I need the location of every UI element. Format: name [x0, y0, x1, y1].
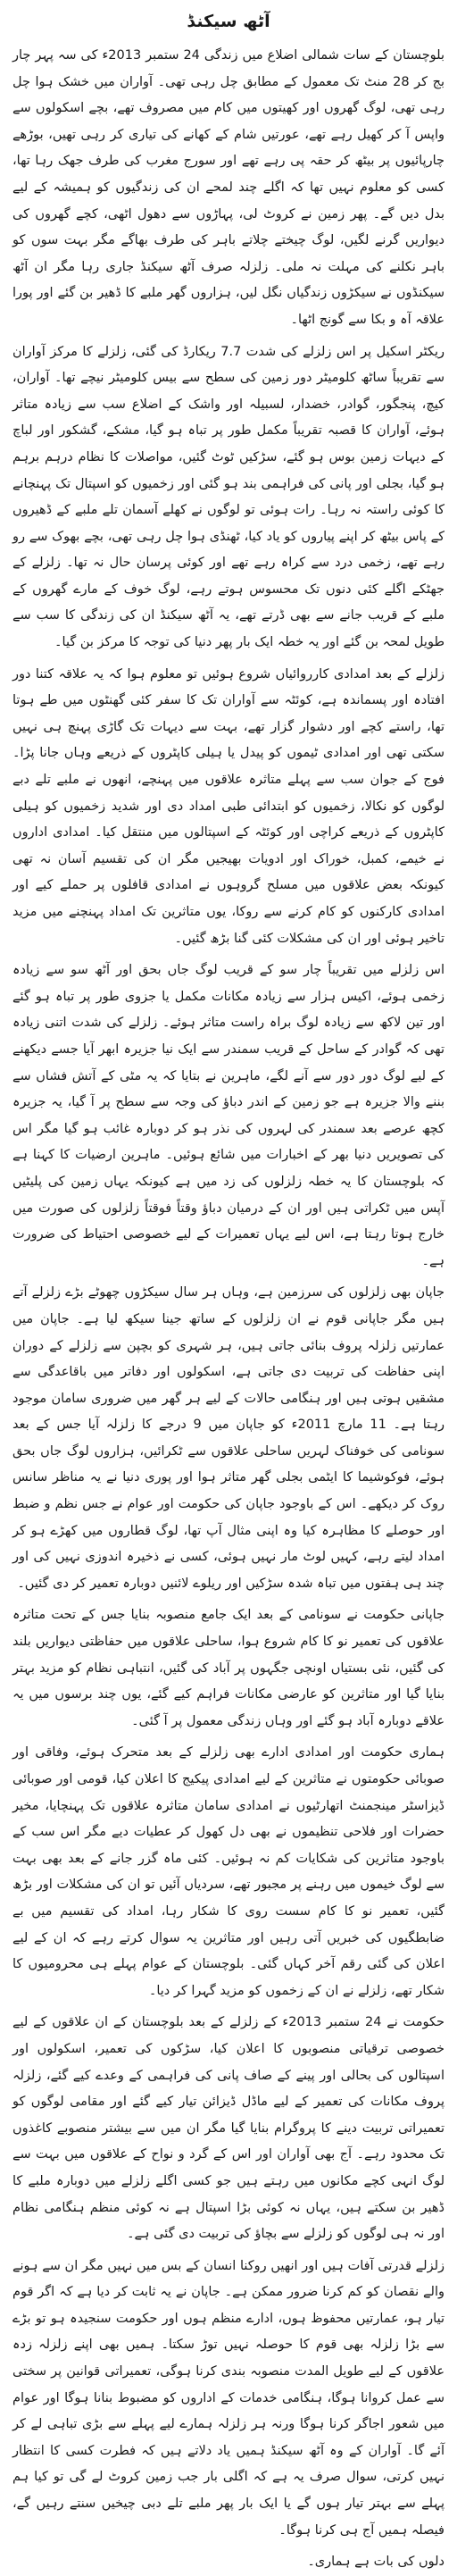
article-body: [12, 43, 445, 2544]
article-paragraph-9: زلزلے قدرتی آفات ہیں اور انھیں روکنا انسان کے بس میں نہیں مگر ان سے ہونے والے نقصان کو کم کرنا ضرور ممکن ہے۔ جاپان نے یہ ثابت کر دیا ہے کہ اگر قوم تیار ہو، عمارتیں محفوظ ہوں، ادارے منظم ہوں اور حکومت سنجیدہ ہو تو بڑے سے بڑا زلزلہ بھی قوم کا حوصلہ نہیں توڑ سکتا۔ ہمیں بھی اپنے زلزلہ زدہ علاقوں کے لیے طویل المدت منصوبہ بندی کرنا ہوگی، تعمیراتی قوانین پر سختی سے عمل کروانا ہوگا، ہنگامی خدمات کے اداروں کو مضبوط بنانا ہوگا اور عوام میں شعور اجاگر کرنا ہوگا ورنہ ہر زلزلہ ہمارے لیے پہلے سے بڑی تباہی لے کر آئے گا۔ آواران کے وہ آٹھ سیکنڈ ہمیں یاد دلاتے ہیں کہ فطرت کسی کا انتظار نہیں کرتی، سوال صرف یہ ہے کہ اگلی بار جب زمین کروٹ لے گی تو کیا ہم پہلے سے بہتر تیار ہوں گے یا ایک بار پھر ملبے تلے دبی چیخیں سنتے رہیں گے، فیصلہ ہمیں آج ہی کرنا ہوگا۔: [12, 2258, 445, 2538]
article-paragraph-5: جاپان بھی زلزلوں کی سرزمین ہے، وہاں ہر سال سیکڑوں چھوٹے بڑے زلزلے آتے ہیں مگر جاپانی قوم نے ان زلزلوں کے ساتھ جینا سیکھ لیا ہے۔ جاپان میں عمارتیں زلزلہ پروف بنائی جاتی ہیں، ہر شہری کو بچپن سے زلزلے کے دوران اپنی حفاظت کی تربیت دی جاتی ہے، اسکولوں اور دفاتر میں باقاعدگی سے مشقیں ہوتی ہیں اور ہنگامی حالات کے لیے ہر گھر میں ضروری سامان موجود رہتا ہے۔ 11 مارچ 2011ء کو جاپان میں 9 درجے کا زلزلہ آیا جس کے بعد سونامی کی خوفناک لہریں ساحلی علاقوں سے ٹکرائیں، ہزاروں لوگ جاں بحق ہوئے، فوکوشیما کا ایٹمی بجلی گھر متاثر ہوا اور پوری دنیا نے یہ مناظر سانس روک کر دیکھے۔ اس کے باوجود جاپان کی حکومت اور عوام نے جس نظم و ضبط اور حوصلے کا مظاہرہ کیا وہ اپنی مثال آپ تھا، لوگ قطاروں میں کھڑے ہو کر امداد لیتے رہے، کہیں لوٹ مار نہیں ہوئی، کسی نے ذخیرہ اندوزی نہیں کی اور چند ہی ہفتوں میں تباہ شدہ سڑکیں اور ریلوے لائنیں دوبارہ تعمیر کر دی گئیں۔: [12, 1285, 445, 1591]
article-paragraph-8: حکومت نے 24 ستمبر 2013ء کے زلزلے کے بعد بلوچستان کے ان علاقوں کے لیے خصوصی ترقیاتی منصوبوں کا اعلان کیا، سڑکوں کی تعمیر، اسکولوں اور اسپتالوں کی بحالی اور پینے کے صاف پانی کی فراہمی کے وعدے کیے گئے، زلزلہ پروف مکانات کی تعمیر کے لیے ماڈل ڈیزائن تیار کیے گئے اور مقامی لوگوں کو تعمیراتی تربیت دینے کا پروگرام بنایا گیا مگر ان میں سے بیشتر منصوبے کاغذوں تک محدود رہے۔ آج بھی آواران اور اس کے گرد و نواح کے علاقوں میں بہت سے لوگ انہی کچے مکانوں میں رہتے ہیں جو کسی اگلے زلزلے میں دوبارہ ملبے کا ڈھیر بن سکتے ہیں، یہاں نہ کوئی بڑا اسپتال ہے نہ کوئی منظم ہنگامی نظام اور نہ ہی لوگوں کو زلزلے سے بچاؤ کی تربیت دی گئی ہے۔: [12, 2015, 445, 2242]
article-paragraph-1: بلوچستان کے سات شمالی اضلاع میں زندگی 24 ستمبر 2013ء کی سہ پہر چار بج کر 28 منٹ تک معمول کے مطابق چل رہی تھی۔ آواران میں خشک ہوا چل رہی تھی، لوگ گھروں اور کھیتوں میں کام میں مصروف تھے، بچے اسکولوں سے واپس آ کر کھیل رہے تھے، عورتیں شام کے کھانے کی تیاری کر رہی تھیں، بوڑھے چارپائیوں پر بیٹھ کر حقہ پی رہے تھے اور سورج مغرب کی طرف جھک رہا تھا، کسی کو معلوم نہیں تھا کہ اگلے چند لمحے ان کی زندگیوں کو ہمیشہ کے لیے بدل دیں گے۔ پھر زمین نے کروٹ لی، پہاڑوں سے دھول اٹھی، کچے گھروں کی دیواریں گرنے لگیں، لوگ چیختے چلاتے باہر کی طرف بھاگے مگر بہت سوں کو باہر نکلنے کی مہلت نہ ملی۔ زلزلہ صرف آٹھ سیکنڈ جاری رہا مگر ان آٹھ سیکنڈوں نے سیکڑوں زندگیاں نگل لیں، ہزاروں گھر ملبے کا ڈھیر بن گئے اور پورا علاقہ آہ و بکا سے گونج اٹھا۔: [12, 48, 445, 327]
article-title: آٹھ سیکنڈ: [187, 12, 270, 31]
article-paragraph-6: جاپانی حکومت نے سونامی کے بعد ایک جامع منصوبہ بنایا جس کے تحت متاثرہ علاقوں کی تعمیر نو کا کام شروع ہوا، ساحلی علاقوں میں حفاظتی دیواریں بلند کی گئیں، نئی بستیاں اونچی جگہوں پر آباد کی گئیں، انتباہی نظام کو مزید بہتر بنایا گیا اور متاثرین کو عارضی مکانات فراہم کیے گئے، یوں چند برسوں میں یہ علاقے دوبارہ آباد ہو گئے اور وہاں زندگی معمول پر آ گئی۔: [12, 1608, 445, 1728]
article-paragraph-3: زلزلے کے بعد امدادی کارروائیاں شروع ہوئیں تو معلوم ہوا کہ یہ علاقہ کتنا دور افتادہ اور پسماندہ ہے، کوئٹہ سے آواران تک کا سفر کئی گھنٹوں میں طے ہوتا تھا، راستے کچے اور دشوار گزار تھے، بہت سے دیہات تک گاڑی پہنچ ہی نہیں سکتی تھی اور امدادی ٹیموں کو پیدل یا ہیلی کاپٹروں کے ذریعے وہاں جانا پڑا۔ فوج کے جوان سب سے پہلے متاثرہ علاقوں میں پہنچے، انھوں نے ملبے تلے دبے لوگوں کو نکالا، زخمیوں کو ابتدائی طبی امداد دی اور شدید زخمیوں کو ہیلی کاپٹروں کے ذریعے کراچی اور کوئٹہ کے اسپتالوں میں منتقل کیا۔ امدادی اداروں نے خیمے، کمبل، خوراک اور ادویات بھیجیں مگر ان کی تقسیم آسان نہ تھی کیونکہ بعض علاقوں میں مسلح گروہوں نے امدادی قافلوں پر حملے کیے اور امدادی کارکنوں کو کام کرنے سے روکا، یوں متاثرین تک امداد پہنچنے میں مزید تاخیر ہوئی اور ان کی مشکلات کئی گنا بڑھ گئیں۔: [12, 666, 445, 946]
article-paragraph-4: اس زلزلے میں تقریباً چار سو کے قریب لوگ جاں بحق اور آٹھ سو سے زیادہ زخمی ہوئے، اکیس ہزار سے زیادہ مکانات مکمل یا جزوی طور پر تباہ ہو گئے اور تین لاکھ سے زیادہ لوگ براہ راست متاثر ہوئے۔ زلزلے کی شدت اتنی زیادہ تھی کہ گوادر کے ساحل کے قریب سمندر سے ایک نیا جزیرہ ابھر آیا جسے دیکھنے کے لیے لوگ دور دور سے آنے لگے، ماہرین نے بتایا کہ یہ مٹی کے آتش فشاں سے بننے والا جزیرہ ہے جو زمین کے اندر دباؤ کی وجہ سے سطح پر آ گیا، یہ جزیرہ کچھ عرصے بعد سمندر کی لہروں کی نذر ہو کر دوبارہ غائب ہو گیا مگر اس کی تصویریں دنیا بھر کے اخبارات میں شائع ہوئیں۔ ماہرین ارضیات کا کہنا ہے کہ بلوچستان کا یہ خطہ زلزلوں کی زد میں ہے کیونکہ یہاں زمین کی پلیٹیں آپس میں ٹکراتی ہیں اور ان کے درمیان دباؤ وقتاً فوقتاً زلزلوں کی صورت میں خارج ہوتا رہتا ہے، اس لیے یہاں تعمیرات کے لیے خصوصی احتیاط کی ضرورت ہے۔: [12, 963, 445, 1268]
article-paragraph-7: ہماری حکومت اور امدادی ادارے بھی زلزلے کے بعد متحرک ہوئے، وفاقی اور صوبائی حکومتوں نے متاثرین کے لیے امدادی پیکیج کا اعلان کیا، قومی اور صوبائی ڈیزاسٹر مینجمنٹ اتھارٹیوں نے امدادی سامان متاثرہ علاقوں تک پہنچایا، مخیر حضرات اور فلاحی تنظیموں نے بھی دل کھول کر عطیات دیے مگر اس سب کے باوجود متاثرین کی شکایات کم نہ ہوئیں۔ کئی ماہ گزر جانے کے بعد بھی بہت سے لوگ خیموں میں رہنے پر مجبور تھے، سردیاں آئیں تو ان کی مشکلات اور بڑھ گئیں، تعمیر نو کا کام سست روی کا شکار رہا، امداد کی تقسیم میں بے ضابطگیوں کی خبریں آتی رہیں اور متاثرین یہ سوال کرتے رہے کہ ان کے لیے اعلان کی گئی رقم آخر کہاں گئی۔ بلوچستان کے عوام پہلے ہی محرومیوں کا شکار تھے، زلزلے نے ان کے زخموں کو مزید گہرا کر دیا۔: [12, 1745, 445, 1998]
article-signoff: دلوں کی بات ہے ہماری۔: [307, 2555, 445, 2570]
article-paragraph-2: ریکٹر اسکیل پر اس زلزلے کی شدت 7.7 ریکارڈ کی گئی، زلزلے کا مرکز آواران سے تقریباً ساٹھ کلومیٹر دور زمین کی سطح سے بیس کلومیٹر نیچے تھا۔ آواران، کیچ، پنجگور، گوادر، خضدار، لسبیلہ اور واشک کے اضلاع سب سے زیادہ متاثر ہوئے، آواران کا قصبہ تقریباً مکمل طور پر تباہ ہو گیا، مشکے، گشکور اور لباچ کے دیہات زمین بوس ہو گئے، سڑکیں ٹوٹ گئیں، مواصلات کا نظام درہم برہم ہو گیا، بجلی اور پانی کی فراہمی بند ہو گئی اور زخمیوں کو اسپتال تک پہنچانے کا کوئی راستہ نہ رہا۔ رات ہوئی تو لوگوں نے کھلے آسمان تلے ملبے کے ڈھیروں کے پاس بیٹھ کر اپنے پیاروں کو یاد کیا، ٹھنڈی ہوا چل رہی تھی، بچے بھوک سے رو رہے تھے، زخمی درد سے کراہ رہے تھے اور کوئی پرسان حال نہ تھا۔ زلزلے کے جھٹکے اگلے کئی دنوں تک محسوس ہوتے رہے، لوگ خوف کے مارے گھروں کے ملبے کے قریب جانے سے بھی ڈرتے تھے، یہ آٹھ سیکنڈ ان کی زندگی کا سب سے طویل لمحہ بن گئے اور یہ خطہ ایک بار پھر دنیا کی توجہ کا مرکز بن گیا۔: [12, 344, 445, 650]
